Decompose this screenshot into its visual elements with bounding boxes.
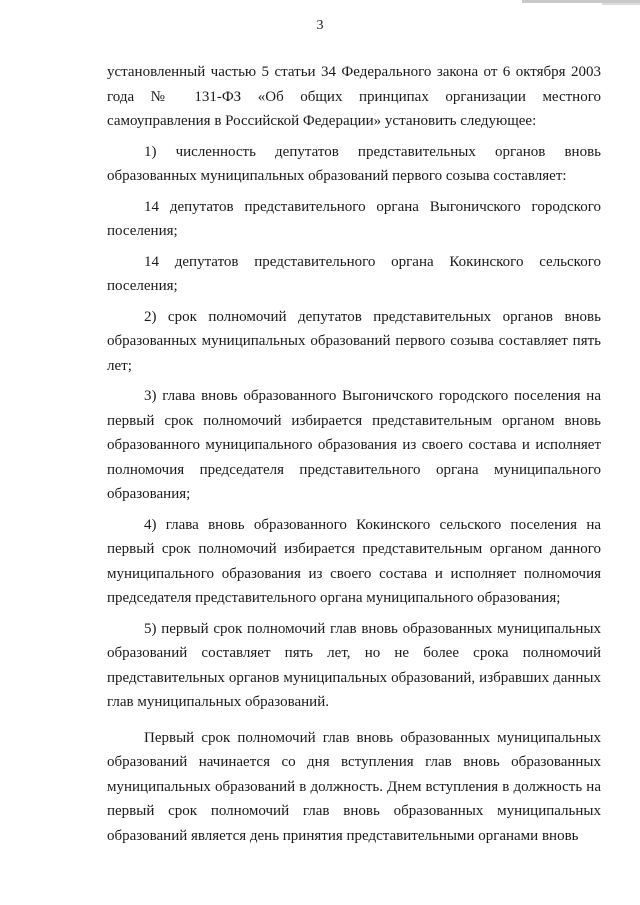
scan-edge-mark — [522, 0, 640, 3]
paragraph-item-2: 2) срок полномочий депутатов представительных органов вновь образованных муниципальных образований первого созыва составляет пять лет; — [107, 308, 601, 374]
paragraph-kokino-deputies: 14 депутатов представительного органа Кокинского сельского поселения; — [107, 253, 601, 294]
paragraph-intro: установленный частью 5 статьи 34 Федерального закона от 6 октября 2003 года № 131-ФЗ «Об общих принципах организации местного самоуправления в Российской Федерации» установить следующее: — [107, 64, 601, 129]
document-body — [107, 60, 601, 848]
paragraph-item-5: 5) первый срок полномочий глав вновь образованных муниципальных образований составляет пять лет, но не более срока полномочий представительных органов муниципальных образований, избравших данных глав муниципальных образований. — [107, 620, 601, 710]
page-number: 3 — [316, 18, 324, 33]
paragraph-item-4: 4) глава вновь образованного Кокинского сельского поселения на первый срок полномочий избирается представительным органом данного муниципального образования из своего состава и исполняет полномочия председателя представительного органа муниципального образования; — [107, 516, 601, 606]
paragraph-item-3: 3) глава вновь образованного Выгоничского городского поселения на первый срок полномочий избирается представительным органом вновь образованного муниципального образования из своего состава и исполняет полномочия председателя представительного органа муниципального образования; — [107, 388, 601, 502]
paragraph-vygonichi-deputies: 14 депутатов представительного органа Выгоничского городского поселения; — [107, 198, 601, 239]
paragraph-item-1: 1) численность депутатов представительных органов вновь образованных муниципальных образований первого созыва составляет: — [107, 143, 601, 184]
paragraph-first-term: Первый срок полномочий глав вновь образованных муниципальных образований начинается со дня вступления глав вновь образованных муниципальных образований в должность. Днем вступления в должность на первый срок полномочий глав вновь образованных муниципальных образований является день принятия представительными органами вновь — [107, 729, 601, 844]
